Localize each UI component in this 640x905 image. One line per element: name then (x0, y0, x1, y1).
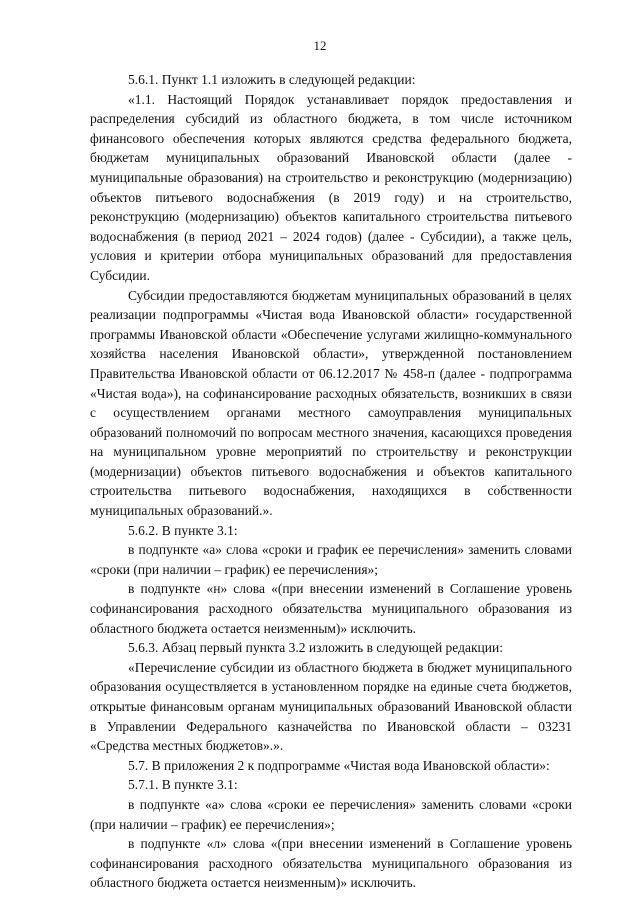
paragraph: 5.7. В приложения 2 к подпрограмме «Чистая вода Ивановской области»: (128, 757, 550, 773)
paragraph: 5.6.1. Пункт 1.1 изложить в следующей редакции: (128, 72, 416, 87)
paragraph: «1.1. Настоящий Порядок устанавливает порядок предоставления и распределения субсидий из областного бюджета, в том числе источником финансового обеспечения которых являются средства федерального бюджета, бюджетам муниципальных образований Ивановской области (далее - муниципальные образования) на строительство и реконструкцию (модернизацию) объектов питьевого водоснабжения (в 2019 году) и на строительство, реконструкцию (модернизацию) объектов капитального строительства питьевого водоснабжения (в период 2021 – 2024 годов) (далее - Субсидии), а также цель, условия и критерии отбора муниципальных образований для предоставления Субсидии. (90, 91, 572, 283)
paragraph: 5.7.1. В пункте 3.1: (128, 777, 238, 793)
paragraph: 5.6.3. Абзац первый пункта 3.2 изложить в следующей редакции: (128, 640, 503, 656)
paragraph: в подпункте «а» слова «сроки и график ее перечисления» заменить словами «сроки (при наличии – график) ее перечисления»; (90, 542, 572, 577)
paragraph: в подпункте «н» слова «(при внесении изменений в Соглашение уровень софинансирования расходного обязательства муниципального образования из областного бюджета остается неизменным)» исключить. (90, 581, 572, 636)
paragraph: 5.6.2. В пункте 3.1: (128, 522, 238, 538)
page-number: 12 (313, 38, 327, 53)
paragraph: в подпункте «а» слова «сроки ее перечисления» заменить словами «сроки (при наличии – график) ее перечисления»; (90, 796, 572, 832)
document-body (90, 70, 572, 893)
paragraph: «Перечисление субсидии из областного бюджета в бюджет муниципального образования осуществляется в установленном порядке на единые счета бюджетов, открытые финансовым органам муниципальных образований Ивановской области в Управлении Федерального казначейства по Ивановской области – 03231 «Средства местных бюджетов».». (90, 659, 572, 754)
paragraph: в подпункте «л» слова «(при внесении изменений в Соглашение уровень софинансирования расходного обязательства муниципального образования из областного бюджета остается неизменным)» исключить. (90, 836, 572, 891)
paragraph: Субсидии предоставляются бюджетам муниципальных образований в целях реализации подпрограммы «Чистая вода Ивановской области» государственной программы Ивановской области «Обеспечение услугами жилищно-коммунального хозяйства населения Ивановской области», утвержденной постановлением Правительства Ивановской области от 06.12.2017 № 458-п (далее - подпрограмма «Чистая вода»), на софинансирование расходных обязательств, возникших в связи с осуществлением органами местного самоуправления муниципальных образований полномочий по вопросам местного значения, касающихся проведения на муниципальном уровне мероприятий по строительству и реконструкции (модернизации) объектов питьевого водоснабжения и объектов капитального строительства питьевого водоснабжения, находящихся в собственности муниципальных образований.». (90, 287, 572, 519)
